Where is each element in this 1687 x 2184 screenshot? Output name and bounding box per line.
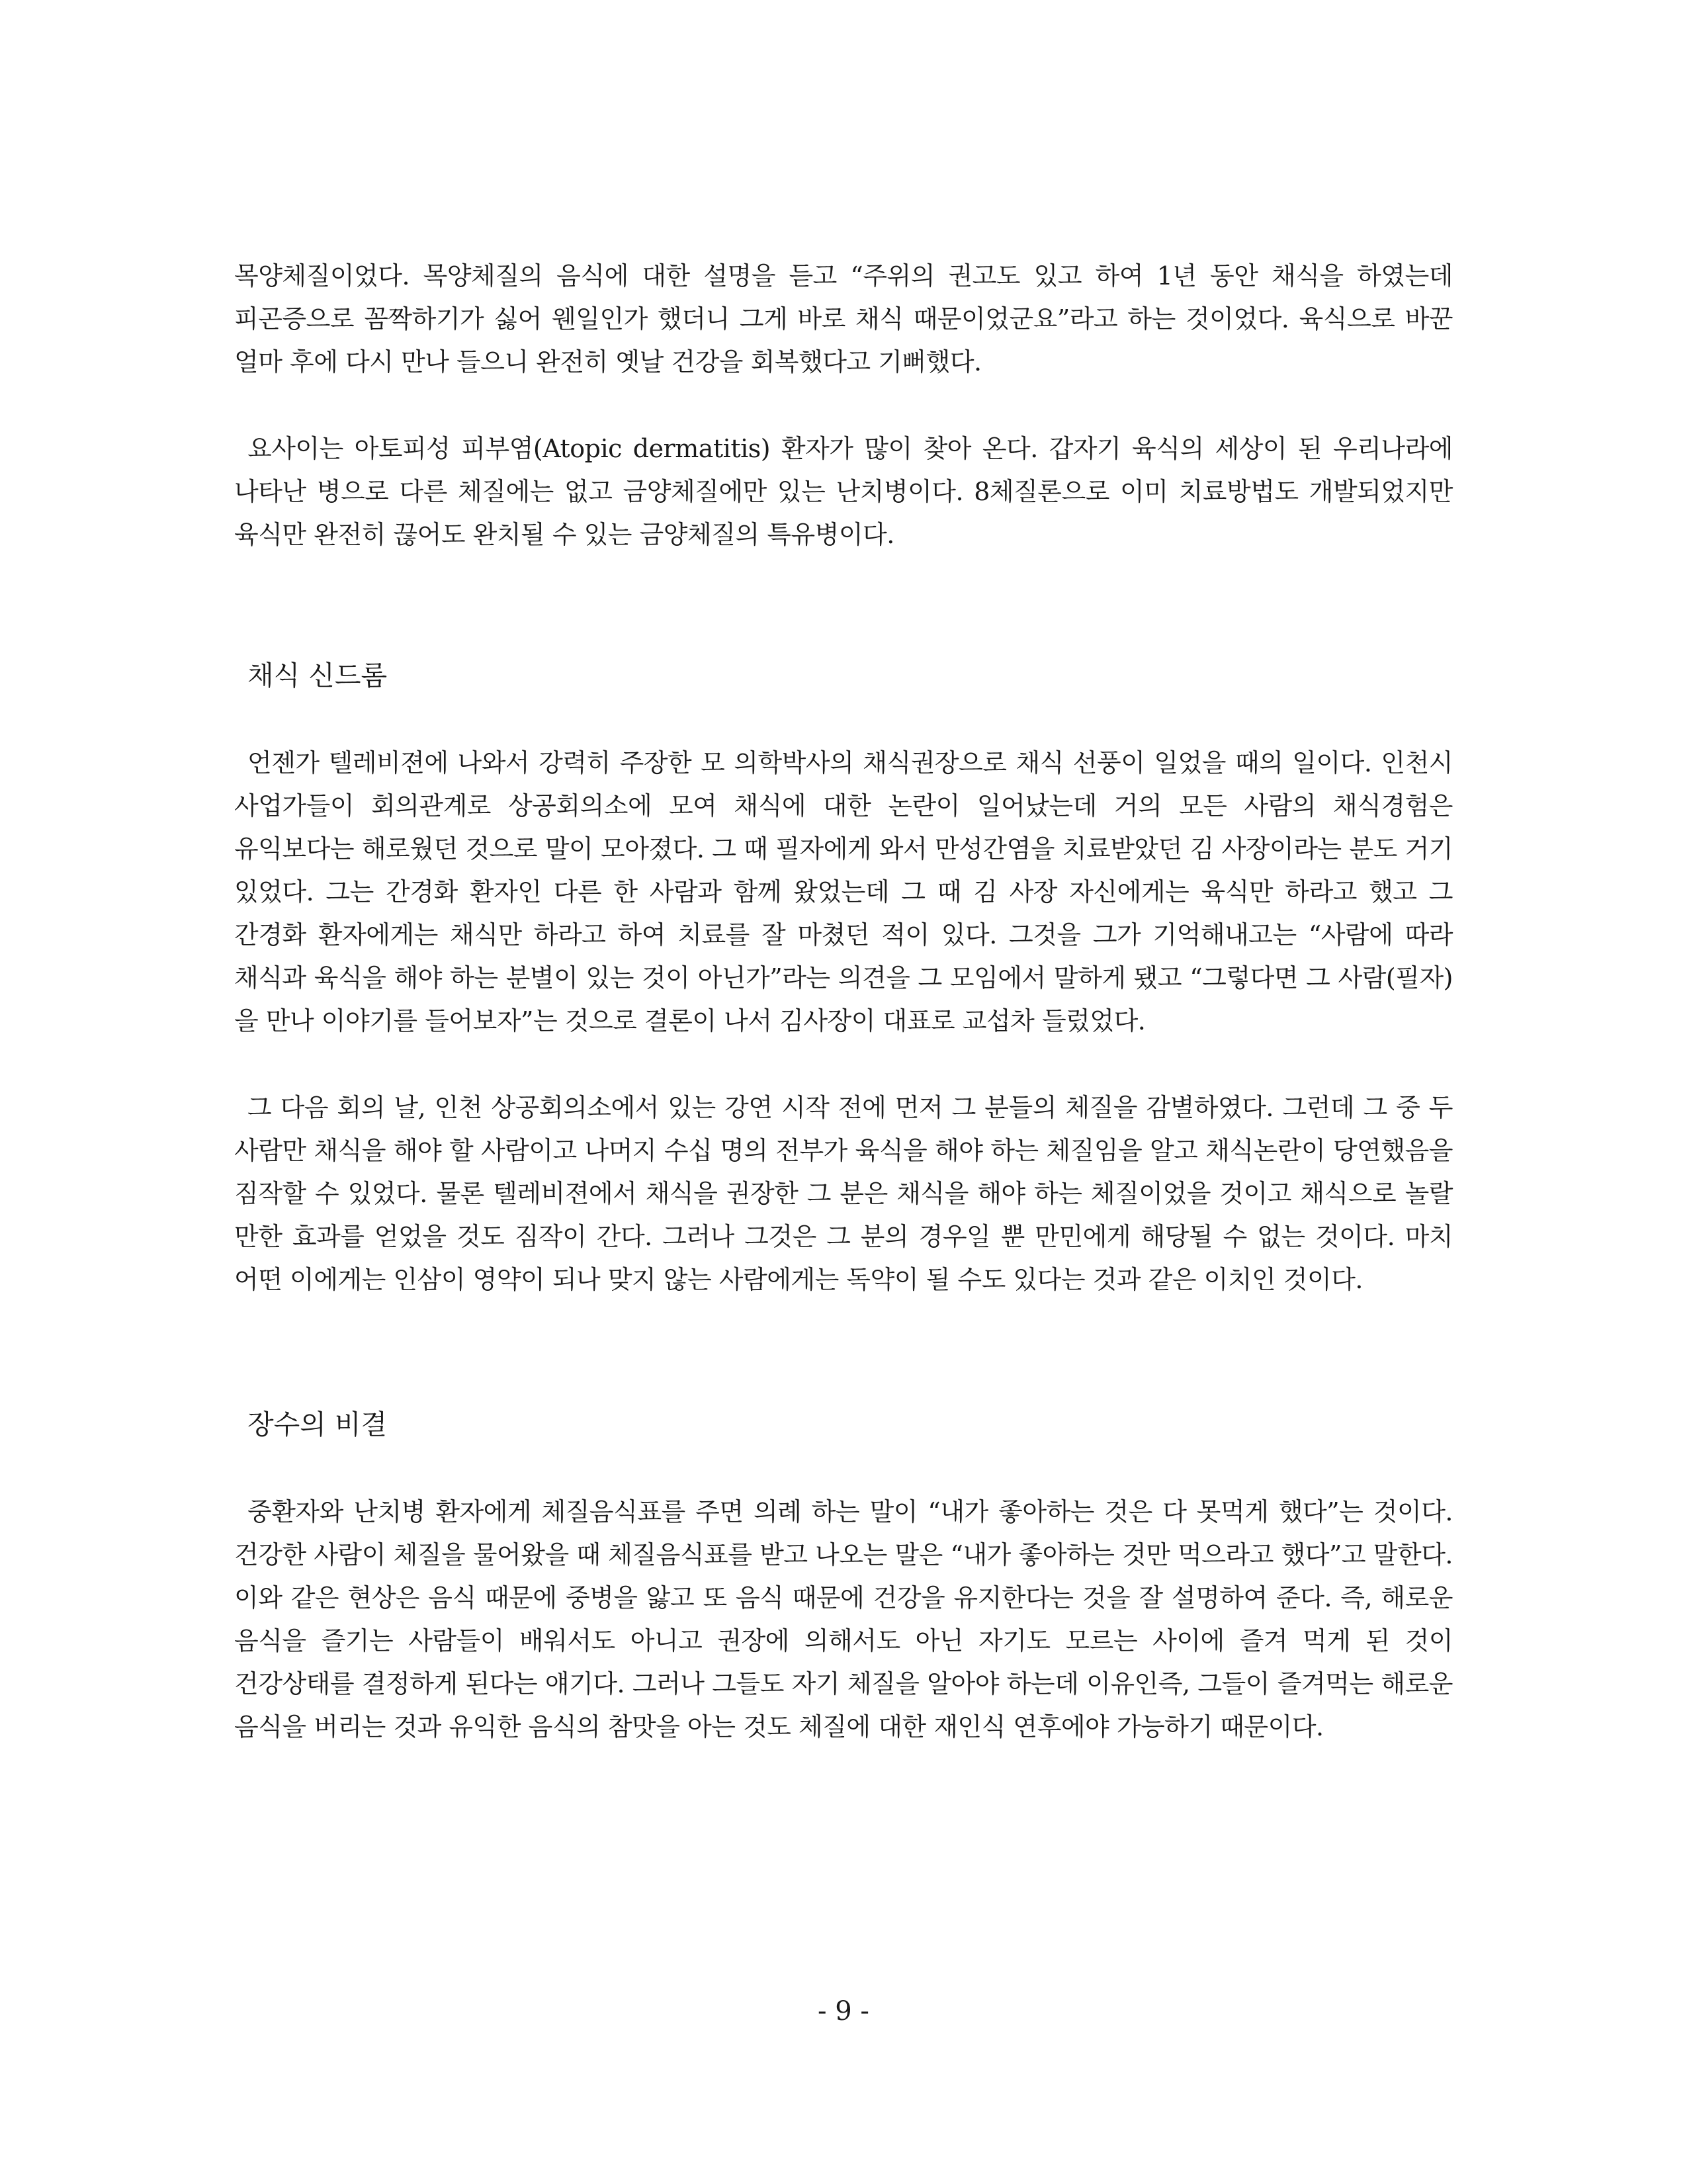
paragraph-continued: 목양체질이었다. 목양체질의 음식에 대한 설명을 듣고 “주위의 권고도 있고 하여 1년 동안 채식을 하였는데 피곤증으로 꼼짝하기가 싫어 웬일인가 했더니 그게 바로 채식 때문이었군요”라고 하는 것이었다. 육식으로 바꾼 얼마 후에 다시 만나 들으니 완전히 옛날 건강을 회복했다고 기뻐했다. [234,261,1453,376]
section-heading-vegetarian-syndrome: 채식 신드롬 [247,660,388,691]
page-content [234,255,1453,1749]
page-number: - 9 - [818,1996,869,2027]
paragraph-atopic-dermatitis: 요사이는 아토피성 피부염(Atopic dermatitis) 환자가 많이 찾아 온다. 갑자기 육식의 세상이 된 우리나라에 나타난 병으로 다른 체질에는 없고 금양체질에만 있는 난치병이다. 8체질론으로 이미 치료방법도 개발되었지만 육식만 완전히 끊어도 완치될 수 있는 금양체질의 특유병이다. [234,434,1453,549]
section-heading-longevity-secret: 장수의 비결 [247,1409,388,1440]
paragraph-constitution-diagnosis: 그 다음 회의 날, 인천 상공회의소에서 있는 강연 시작 전에 먼저 그 분들의 체질을 감별하였다. 그런데 그 중 두 사람만 채식을 해야 할 사람이고 나머지 수십 명의 전부가 육식을 해야 하는 체질임을 알고 채식논란이 당연했음을 짐작할 수 있었다. 물론 텔레비젼에서 채식을 권장한 그 분은 채식을 해야 하는 체질이었을 것이고 채식으로 놀랄 만한 효과를 얻었을 것도 짐작이 간다. 그러나 그것은 그 분의 경우일 뿐 만민에게 해당될 수 없는 것이다. 마치 어떤 이에게는 인삼이 영약이 되나 맞지 않는 사람에게는 독약이 될 수도 있다는 것과 같은 이치인 것이다. [234,1093,1453,1294]
paragraph-food-table: 중환자와 난치병 환자에게 체질음식표를 주면 의례 하는 말이 “내가 좋아하는 것은 다 못먹게 했다”는 것이다. 건강한 사람이 체질을 물어왔을 때 체질음식표를 받고 나오는 말은 “내가 좋아하는 것만 먹으라고 했다”고 말한다. 이와 같은 현상은 음식 때문에 중병을 앓고 또 음식 때문에 건강을 유지한다는 것을 잘 설명하여 준다. 즉, 해로운 음식을 즐기는 사람들이 배워서도 아니고 권장에 의해서도 아닌 자기도 모르는 사이에 즐겨 먹게 된 것이 건강상태를 결정하게 된다는 얘기다. 그러나 그들도 자기 체질을 알아야 하는데 이유인즉, 그들이 즐겨먹는 해로운 음식을 버리는 것과 유익한 음식의 참맛을 아는 것도 체질에 대한 재인식 연후에야 가능하기 때문이다. [234,1497,1453,1741]
paragraph-vegetarian-controversy: 언젠가 텔레비젼에 나와서 강력히 주장한 모 의학박사의 채식권장으로 채식 선풍이 일었을 때의 일이다. 인천시 사업가들이 회의관계로 상공회의소에 모여 채식에 대한 논란이 일어났는데 거의 모든 사람의 채식경험은 유익보다는 해로웠던 것으로 말이 모아졌다. 그 때 필자에게 와서 만성간염을 치료받았던 김 사장이라는 분도 거기 있었다. 그는 간경화 환자인 다른 한 사람과 함께 왔었는데 그 때 김 사장 자신에게는 육식만 하라고 했고 그 간경화 환자에게는 채식만 하라고 하여 치료를 잘 마쳤던 적이 있다. 그것을 그가 기억해내고는 “사람에 따라 채식과 육식을 해야 하는 분별이 있는 것이 아닌가”라는 의견을 그 모임에서 말하게 됐고 “그렇다면 그 사람(필자)을 만나 이야기를 들어보자”는 것으로 결론이 나서 김사장이 대표로 교섭차 들렀었다. [234,748,1453,1035]
